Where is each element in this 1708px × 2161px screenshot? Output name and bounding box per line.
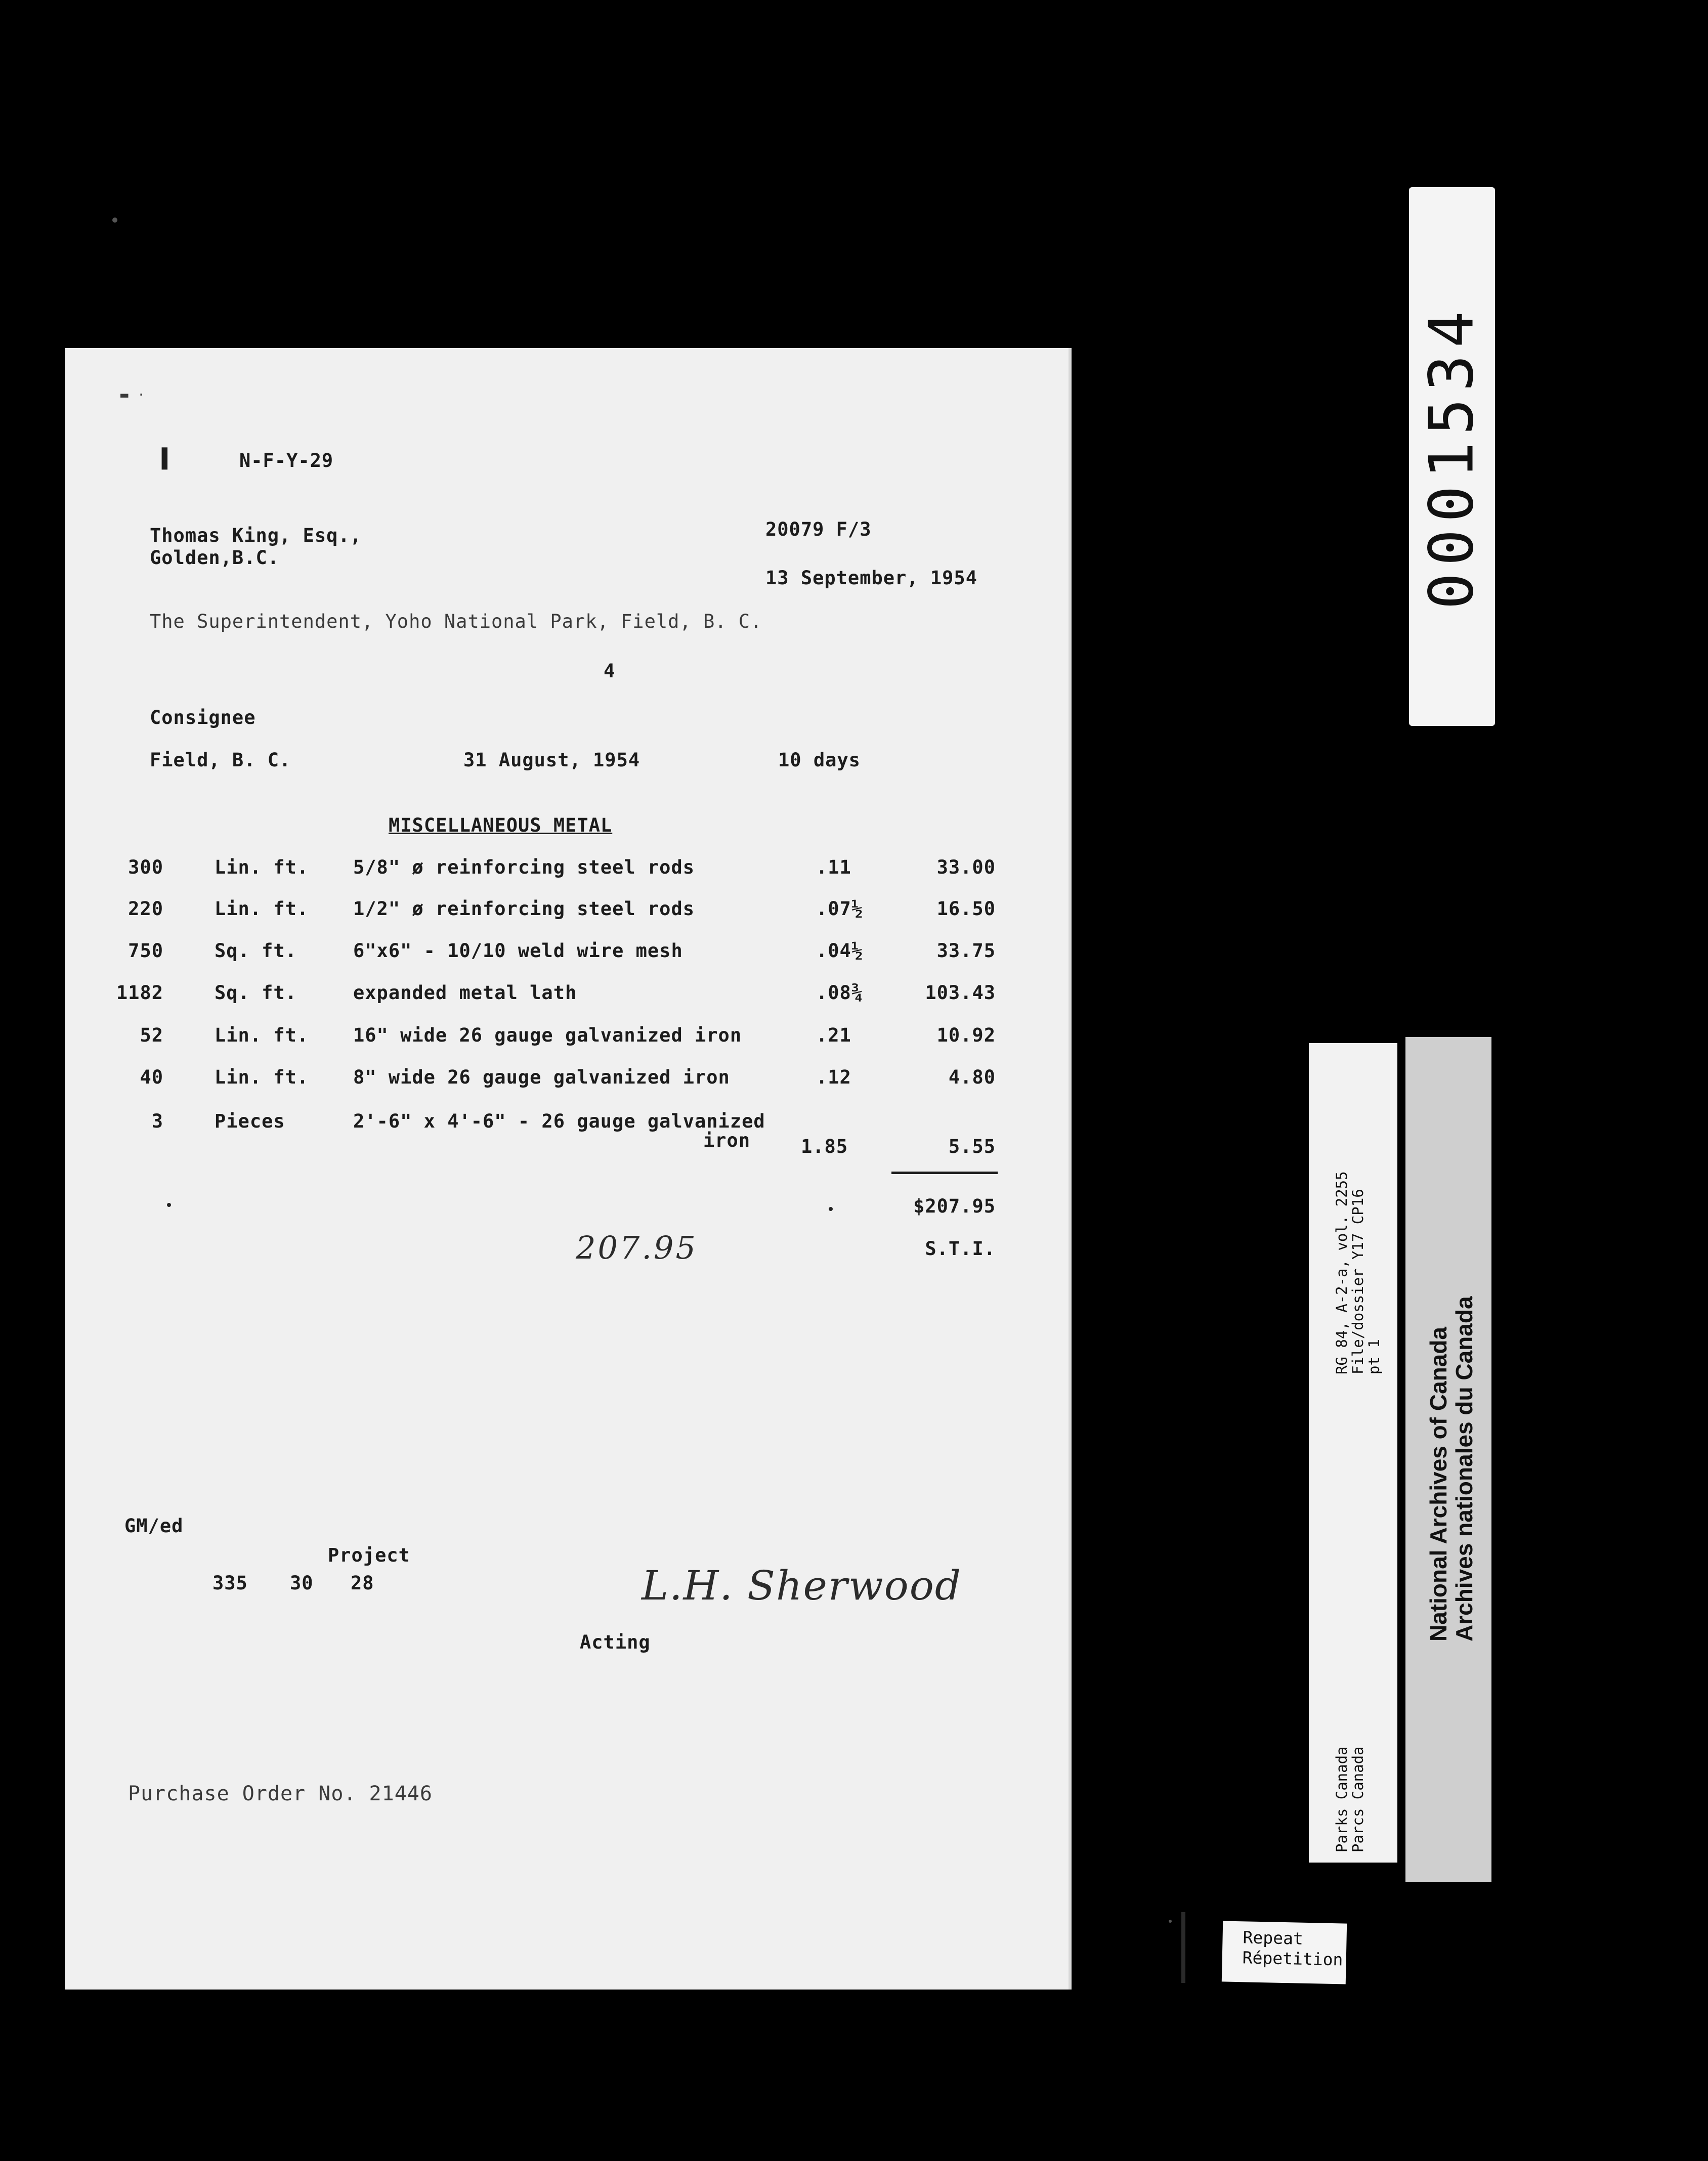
addressee-name: Thomas King, Esq., bbox=[150, 525, 362, 546]
reference-line: RG 84, A-2-a, vol. 2255 bbox=[1333, 1171, 1350, 1374]
ink-dot bbox=[829, 1207, 833, 1211]
item-price: .04½ bbox=[816, 940, 864, 962]
item-description: 2'-6" x 4'-6" - 26 gauge galvanized bbox=[353, 1110, 765, 1132]
file-code: N-F-Y-29 bbox=[239, 450, 334, 471]
item-price: .21 bbox=[816, 1024, 851, 1046]
item-description: 1/2" ø reinforcing steel rods bbox=[353, 898, 695, 920]
agency-line: Parks Canada bbox=[1333, 1746, 1350, 1852]
item-unit: Lin. ft. bbox=[215, 1066, 309, 1088]
repeat-text-fr: Répetition bbox=[1242, 1947, 1343, 1970]
item-qty: 52 bbox=[140, 1024, 163, 1046]
item-amount: 33.00 bbox=[936, 856, 996, 878]
project-code: 28 bbox=[351, 1572, 374, 1594]
speck bbox=[112, 218, 117, 223]
item-description-cont: iron bbox=[703, 1130, 751, 1151]
item-description: 5/8" ø reinforcing steel rods bbox=[353, 856, 695, 878]
purchase-order-number: Purchase Order No. 21446 bbox=[128, 1782, 433, 1805]
project-label: Project bbox=[328, 1544, 410, 1566]
item-description: 6"x6" - 10/10 weld wire mesh bbox=[353, 940, 683, 962]
item-qty: 3 bbox=[151, 1110, 163, 1132]
reference-line: pt 1 bbox=[1365, 1339, 1383, 1374]
archives-name-en: National Archives of Canada bbox=[1425, 1326, 1451, 1641]
item-price: 1.85 bbox=[801, 1136, 848, 1157]
item-qty: 220 bbox=[128, 898, 163, 920]
archives-name-fr: Archives nationales du Canada bbox=[1450, 1296, 1477, 1641]
addressee-place: Golden,B.C. bbox=[150, 547, 280, 569]
consignee-label: Consignee bbox=[150, 707, 256, 728]
project-code: 30 bbox=[290, 1572, 314, 1594]
item-amount: 4.80 bbox=[948, 1066, 996, 1088]
from-line: The Superintendent, Yoho National Park, Field, B. C. bbox=[150, 611, 762, 632]
margin-marker: 4 bbox=[604, 660, 616, 682]
total-rule bbox=[891, 1172, 998, 1174]
item-price: .11 bbox=[816, 856, 851, 878]
archives-block bbox=[1426, 1296, 1477, 1641]
document-page bbox=[65, 348, 1072, 1990]
reference-label bbox=[1309, 1043, 1397, 1863]
section-heading: MISCELLANEOUS METAL bbox=[389, 814, 613, 836]
item-qty: 40 bbox=[140, 1066, 163, 1088]
handwritten-total: 207.95 bbox=[576, 1229, 698, 1266]
repeat-text-en: Repeat bbox=[1243, 1927, 1304, 1949]
payment-terms: 10 days bbox=[778, 749, 861, 771]
tax-note: S.T.I. bbox=[925, 1238, 996, 1260]
ship-to: Field, B. C. bbox=[150, 749, 291, 771]
item-unit: Lin. ft. bbox=[215, 898, 309, 920]
order-total: $207.95 bbox=[913, 1195, 996, 1217]
item-price: .07½ bbox=[816, 898, 864, 920]
frame-number: 0001534 bbox=[1417, 304, 1487, 610]
typist-initials: GM/ed bbox=[124, 1515, 184, 1537]
item-price: .08¾ bbox=[816, 982, 864, 1004]
ink-dot bbox=[167, 1203, 171, 1207]
project-code: 335 bbox=[212, 1572, 248, 1594]
edge-marker bbox=[1181, 1912, 1185, 1983]
agency-line: Parcs Canada bbox=[1349, 1746, 1367, 1852]
item-description: expanded metal lath bbox=[353, 982, 577, 1004]
repeat-label bbox=[1222, 1921, 1347, 1984]
ship-date: 31 August, 1954 bbox=[463, 749, 640, 771]
frame-number-card bbox=[1409, 187, 1495, 726]
item-amount: 16.50 bbox=[936, 898, 996, 920]
reference-number: 20079 F/3 bbox=[765, 518, 872, 540]
item-amount: 103.43 bbox=[925, 982, 996, 1004]
item-qty: 300 bbox=[128, 856, 163, 878]
item-amount: 10.92 bbox=[936, 1024, 996, 1046]
archives-label bbox=[1405, 1037, 1491, 1882]
item-unit: Sq. ft. bbox=[215, 982, 297, 1004]
item-qty: 750 bbox=[128, 940, 163, 962]
item-unit: Pieces bbox=[215, 1110, 285, 1132]
agency-block bbox=[1334, 1746, 1367, 1852]
item-unit: Sq. ft. bbox=[215, 940, 297, 962]
item-qty: 1182 bbox=[116, 982, 163, 1004]
item-unit: Lin. ft. bbox=[215, 856, 309, 878]
item-price: .12 bbox=[816, 1066, 851, 1088]
smudge-mark: ▬ · bbox=[120, 387, 146, 403]
letter-date: 13 September, 1954 bbox=[765, 567, 977, 589]
item-amount: 5.55 bbox=[948, 1136, 996, 1157]
reference-block bbox=[1334, 1171, 1383, 1374]
signature-title: Acting bbox=[580, 1631, 651, 1653]
item-description: 16" wide 26 gauge galvanized iron bbox=[353, 1024, 742, 1046]
item-unit: Lin. ft. bbox=[215, 1024, 309, 1046]
item-amount: 33.75 bbox=[936, 940, 996, 962]
reference-line: File/dossier Y17 CP16 bbox=[1349, 1189, 1367, 1374]
item-description: 8" wide 26 gauge galvanized iron bbox=[353, 1066, 730, 1088]
speck bbox=[1169, 1920, 1172, 1923]
bullet-mark: ▌ bbox=[162, 448, 174, 469]
signature: L.H. Sherwood bbox=[642, 1562, 962, 1609]
